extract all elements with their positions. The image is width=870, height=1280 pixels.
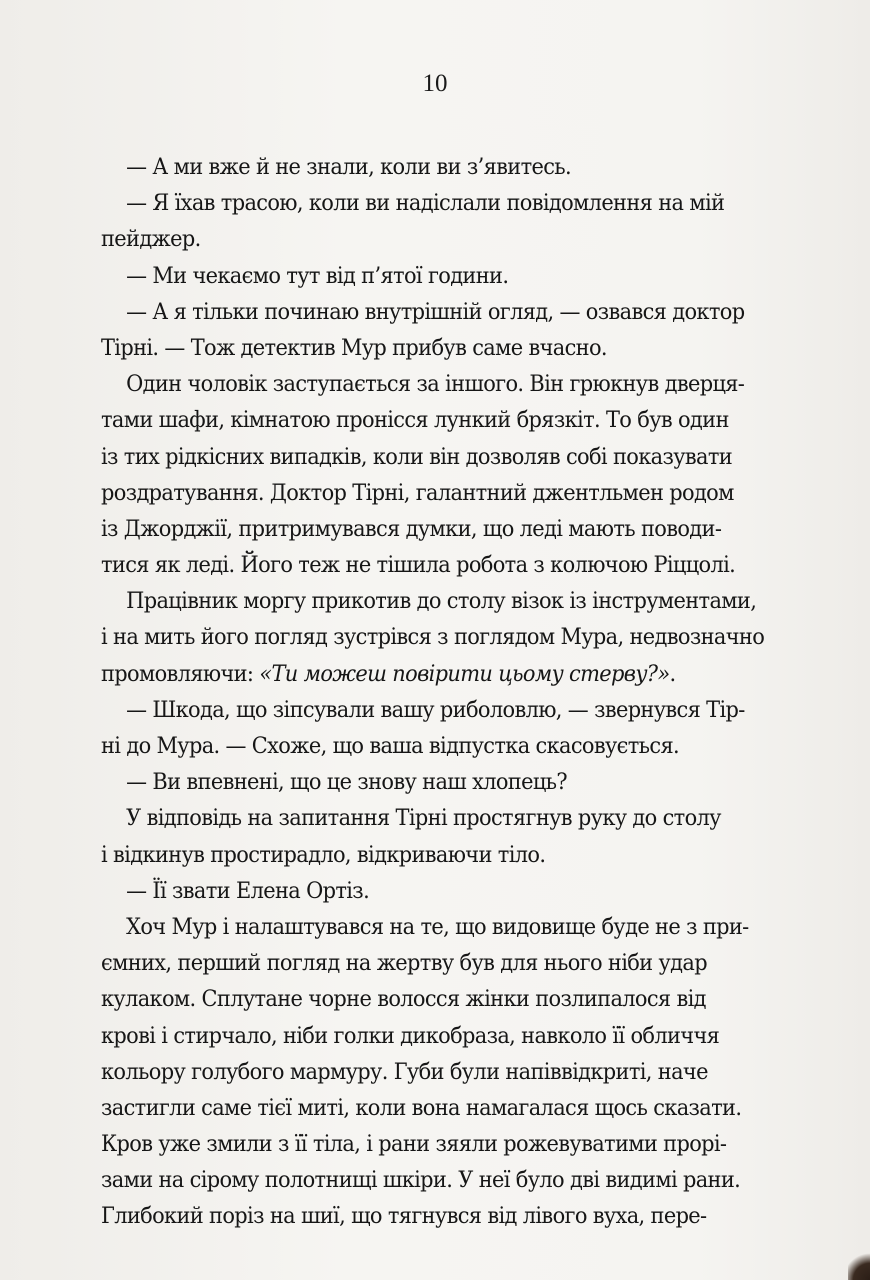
text-line bbox=[101, 656, 765, 692]
text-line-content: Один чоловік заступається за іншого. Він грюкнув дверця- bbox=[126, 371, 745, 398]
text-line-content: Працівник моргу прикотив до столу візок із інструментами, bbox=[126, 588, 757, 615]
text-line bbox=[101, 185, 765, 221]
text-line bbox=[101, 221, 765, 257]
text-line-content: — Ви впевнені, що це знову наш хлопець? bbox=[126, 769, 567, 796]
text-line bbox=[101, 945, 765, 981]
text-line bbox=[101, 583, 765, 619]
text-line-content: — Я їхав трасою, коли ви надіслали повідомлення на мій bbox=[126, 190, 725, 217]
text-line-content: ні до Мура. — Схоже, що ваша відпустка скасовується. bbox=[101, 733, 680, 759]
text-line bbox=[101, 149, 765, 185]
text-line bbox=[101, 764, 765, 800]
text-line-content: із тих рідкісних випадків, коли він дозволяв собі показувати bbox=[101, 443, 733, 470]
text-line bbox=[101, 800, 765, 836]
text-line-content: роздратування. Доктор Тірні, галантний джентльмен родом bbox=[101, 479, 734, 506]
page-corner-shadow bbox=[848, 1250, 870, 1280]
text-line bbox=[101, 475, 765, 511]
text-line bbox=[101, 909, 765, 945]
text-line bbox=[101, 294, 765, 330]
text-line bbox=[101, 547, 765, 583]
text-line-content: ємних, перший погляд на жертву був для нього ніби удар bbox=[101, 950, 707, 977]
body-text bbox=[101, 149, 765, 1235]
text-line bbox=[101, 1054, 765, 1090]
text-line bbox=[101, 873, 765, 909]
text-line bbox=[101, 258, 765, 294]
text-line-content: Глибокий поріз на шиї, що тягнувся від лівого вуха, пере- bbox=[101, 1203, 707, 1230]
text-line-content: кулаком. Сплутане чорне волосся жінки позлипалося від bbox=[101, 986, 706, 1013]
text-line-content: пейджер. bbox=[101, 226, 201, 253]
text-line-content: тися як леді. Його теж не тішила робота з колючою Ріццолі. bbox=[101, 552, 736, 579]
text-line-content: і відкинув простирадло, відкриваючи тіло. bbox=[101, 841, 546, 868]
text-line-content: Тірні. — Тож детектив Мур прибув саме вчасно. bbox=[101, 334, 607, 361]
text-line-content: крові і стирчало, ніби голки дикобраза, навколо її обличчя bbox=[101, 1022, 720, 1049]
text-line bbox=[101, 1126, 765, 1162]
text-line bbox=[101, 1198, 765, 1234]
text-line bbox=[101, 837, 765, 873]
text-line-content: застигли саме тієї миті, коли вона намагалася щось сказати. bbox=[101, 1094, 742, 1121]
text-line bbox=[101, 1018, 765, 1054]
text-line-content: зами на сірому полотнищі шкіри. У неї було дві видимі рани. bbox=[101, 1167, 741, 1194]
text-line-content: — А ми вже й не знали, коли ви з’явитесь. bbox=[126, 154, 572, 180]
text-line bbox=[101, 728, 765, 764]
text-line-suffix: . bbox=[669, 660, 676, 687]
text-line bbox=[101, 692, 765, 728]
text-line bbox=[101, 330, 765, 366]
text-line bbox=[101, 619, 765, 655]
text-line-content: — Її звати Елена Ортіз. bbox=[126, 877, 370, 904]
text-line-content: Хоч Мур і налаштувався на те, що видовище буде не з при- bbox=[126, 913, 749, 940]
text-line-content: — Шкода, що зіпсували вашу риболовлю, — звернувся Тір- bbox=[126, 696, 745, 723]
text-line bbox=[101, 402, 765, 438]
page-number: 10 bbox=[422, 70, 448, 97]
text-line-content: кольору голубого мармуру. Губи були напіввідкриті, наче bbox=[101, 1058, 708, 1085]
text-line-content: і на мить його погляд зустрівся з поглядом Мура, недвозначно bbox=[101, 624, 765, 651]
text-line bbox=[101, 511, 765, 547]
text-line-content: У відповідь на запитання Тірні простягнув руку до столу bbox=[126, 805, 721, 832]
text-line-content: — Ми чекаємо тут від п’ятої години. bbox=[126, 262, 509, 289]
text-line bbox=[101, 1162, 765, 1198]
text-line-content: тами шафи, кімнатою пронісся лункий брязкіт. То був один bbox=[101, 407, 729, 434]
italic-quote: «Ти можеш повірити цьому стерву?» bbox=[259, 660, 670, 687]
text-line-content: промовляючи: bbox=[101, 660, 260, 687]
text-line bbox=[101, 981, 765, 1017]
text-line-content: — А я тільки починаю внутрішній огляд, — озвався доктор bbox=[126, 298, 745, 325]
text-line-content: Кров уже змили з її тіла, і рани зяяли рожевуватими прорі- bbox=[101, 1131, 727, 1158]
text-line bbox=[101, 366, 765, 402]
text-line bbox=[101, 1090, 765, 1126]
text-line bbox=[101, 439, 765, 475]
text-line-content: із Джорджії, притримувався думки, що леді мають поводи- bbox=[101, 515, 722, 542]
